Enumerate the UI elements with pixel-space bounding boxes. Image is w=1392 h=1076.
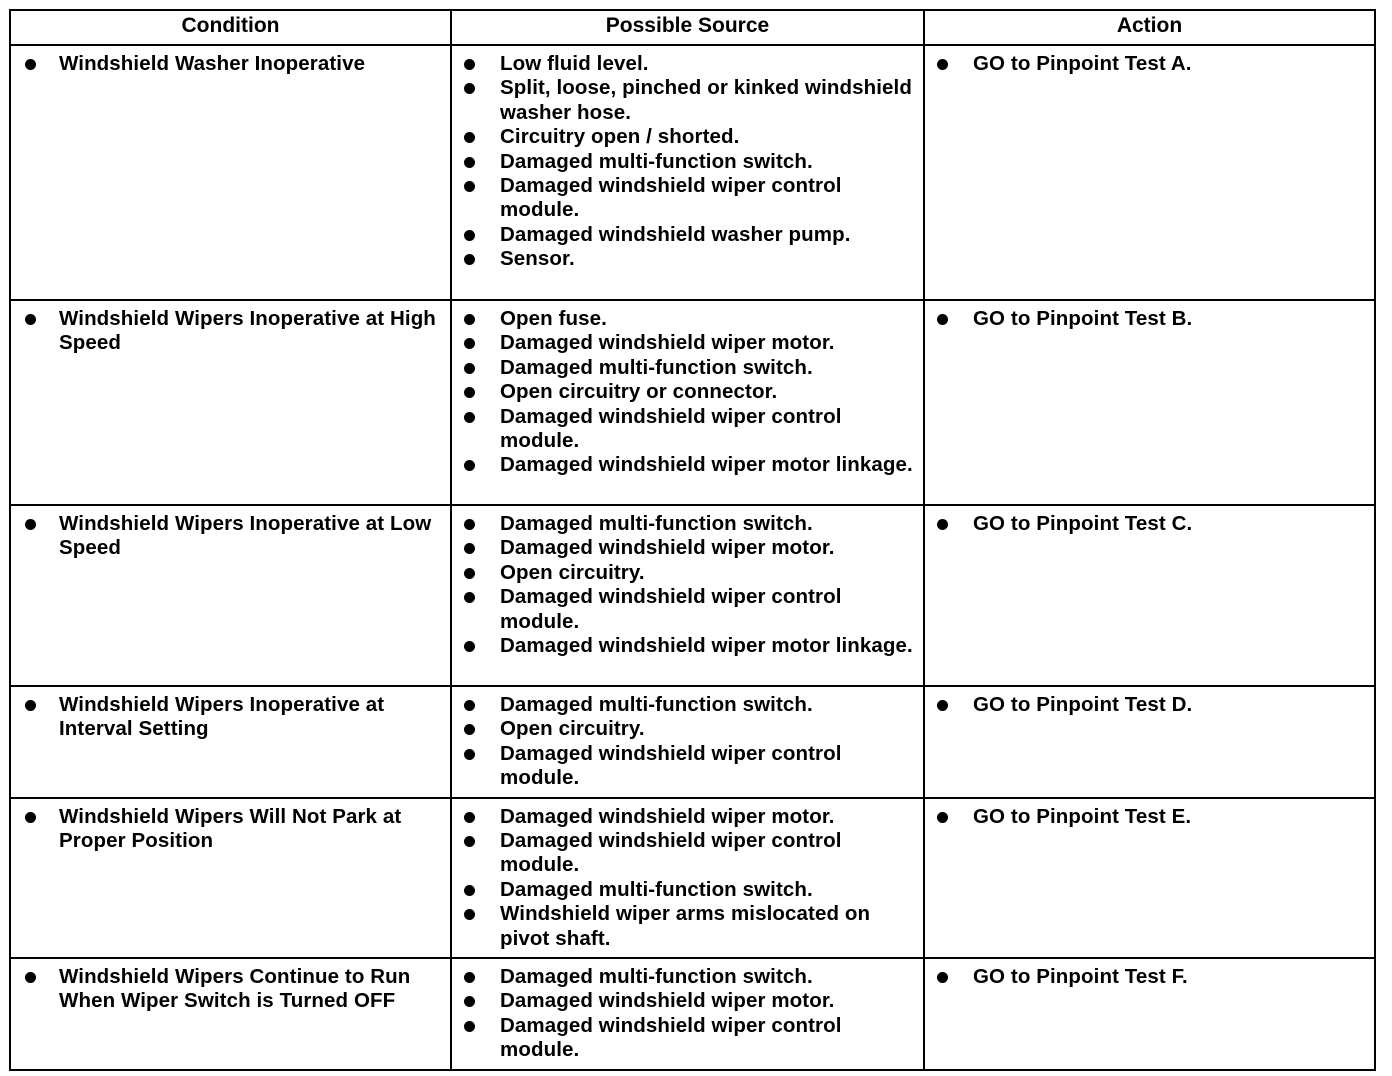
condition-text: Windshield Wipers Continue to Run When Wiper Switch is Turned OFF: [11, 965, 442, 1014]
source-cell: [451, 505, 924, 686]
source-item: Damaged windshield wiper motor.: [452, 536, 915, 560]
source-cell: [451, 300, 924, 505]
source-item: Damaged windshield wiper control module.: [452, 829, 915, 878]
source-item: Damaged multi-function switch.: [452, 965, 915, 989]
header-row: [10, 10, 1375, 45]
condition-text: Windshield Wipers Inoperative at Interval Setting: [11, 693, 442, 742]
action-text: GO to Pinpoint Test E.: [925, 805, 1366, 829]
source-item: Damaged multi-function switch.: [452, 356, 915, 380]
condition-cell: [10, 505, 451, 686]
table-row: [10, 798, 1375, 958]
condition-text: Windshield Wipers Inoperative at High Speed: [11, 307, 442, 356]
source-item: Circuitry open / shorted.: [452, 125, 915, 149]
source-item: Damaged windshield wiper motor.: [452, 989, 915, 1013]
table-row: [10, 505, 1375, 686]
source-item: Open circuitry.: [452, 717, 915, 741]
action-cell: [924, 45, 1375, 300]
table-row: [10, 45, 1375, 300]
header-possible-source: Possible Source: [451, 10, 924, 45]
header-action: Action: [924, 10, 1375, 45]
source-item: Damaged windshield wiper motor linkage.: [452, 634, 915, 658]
source-item: Damaged multi-function switch.: [452, 150, 915, 174]
source-item: Split, loose, pinched or kinked windshield washer hose.: [452, 76, 915, 125]
source-item: Open circuitry or connector.: [452, 380, 915, 404]
action-text: GO to Pinpoint Test C.: [925, 512, 1366, 536]
action-text: GO to Pinpoint Test A.: [925, 52, 1366, 76]
condition-cell: [10, 798, 451, 958]
source-item: Damaged windshield wiper motor.: [452, 805, 915, 829]
condition-cell: [10, 45, 451, 300]
source-item: Damaged windshield wiper control module.: [452, 174, 915, 223]
source-cell: [451, 45, 924, 300]
table-row: [10, 958, 1375, 1070]
source-item: Damaged windshield wiper motor linkage.: [452, 453, 915, 477]
source-item: Sensor.: [452, 247, 915, 271]
source-item: Open circuitry.: [452, 561, 915, 585]
condition-cell: [10, 958, 451, 1070]
source-cell: [451, 798, 924, 958]
source-item: Damaged multi-function switch.: [452, 878, 915, 902]
source-item: Damaged multi-function switch.: [452, 693, 915, 717]
action-cell: [924, 958, 1375, 1070]
source-item: Open fuse.: [452, 307, 915, 331]
table-row: [10, 300, 1375, 505]
source-item: Damaged windshield wiper control module.: [452, 585, 915, 634]
source-item: Damaged windshield wiper motor.: [452, 331, 915, 355]
source-item: Damaged windshield wiper control module.: [452, 742, 915, 791]
action-cell: [924, 798, 1375, 958]
action-text: GO to Pinpoint Test B.: [925, 307, 1366, 331]
action-cell: [924, 505, 1375, 686]
diagnosis-table: [9, 9, 1376, 1071]
source-cell: [451, 686, 924, 798]
table-row: [10, 686, 1375, 798]
source-item: Low fluid level.: [452, 52, 915, 76]
source-item: Damaged windshield washer pump.: [452, 223, 915, 247]
action-cell: [924, 300, 1375, 505]
condition-text: Windshield Washer Inoperative: [11, 52, 442, 76]
action-text: GO to Pinpoint Test D.: [925, 693, 1366, 717]
source-item: Damaged multi-function switch.: [452, 512, 915, 536]
source-cell: [451, 958, 924, 1070]
condition-text: Windshield Wipers Will Not Park at Proper Position: [11, 805, 442, 854]
condition-text: Windshield Wipers Inoperative at Low Speed: [11, 512, 442, 561]
action-text: GO to Pinpoint Test F.: [925, 965, 1366, 989]
source-item: Damaged windshield wiper control module.: [452, 1014, 915, 1063]
source-item: Windshield wiper arms mislocated on pivot shaft.: [452, 902, 915, 951]
source-item: Damaged windshield wiper control module.: [452, 405, 915, 454]
condition-cell: [10, 686, 451, 798]
header-condition: Condition: [10, 10, 451, 45]
action-cell: [924, 686, 1375, 798]
condition-cell: [10, 300, 451, 505]
